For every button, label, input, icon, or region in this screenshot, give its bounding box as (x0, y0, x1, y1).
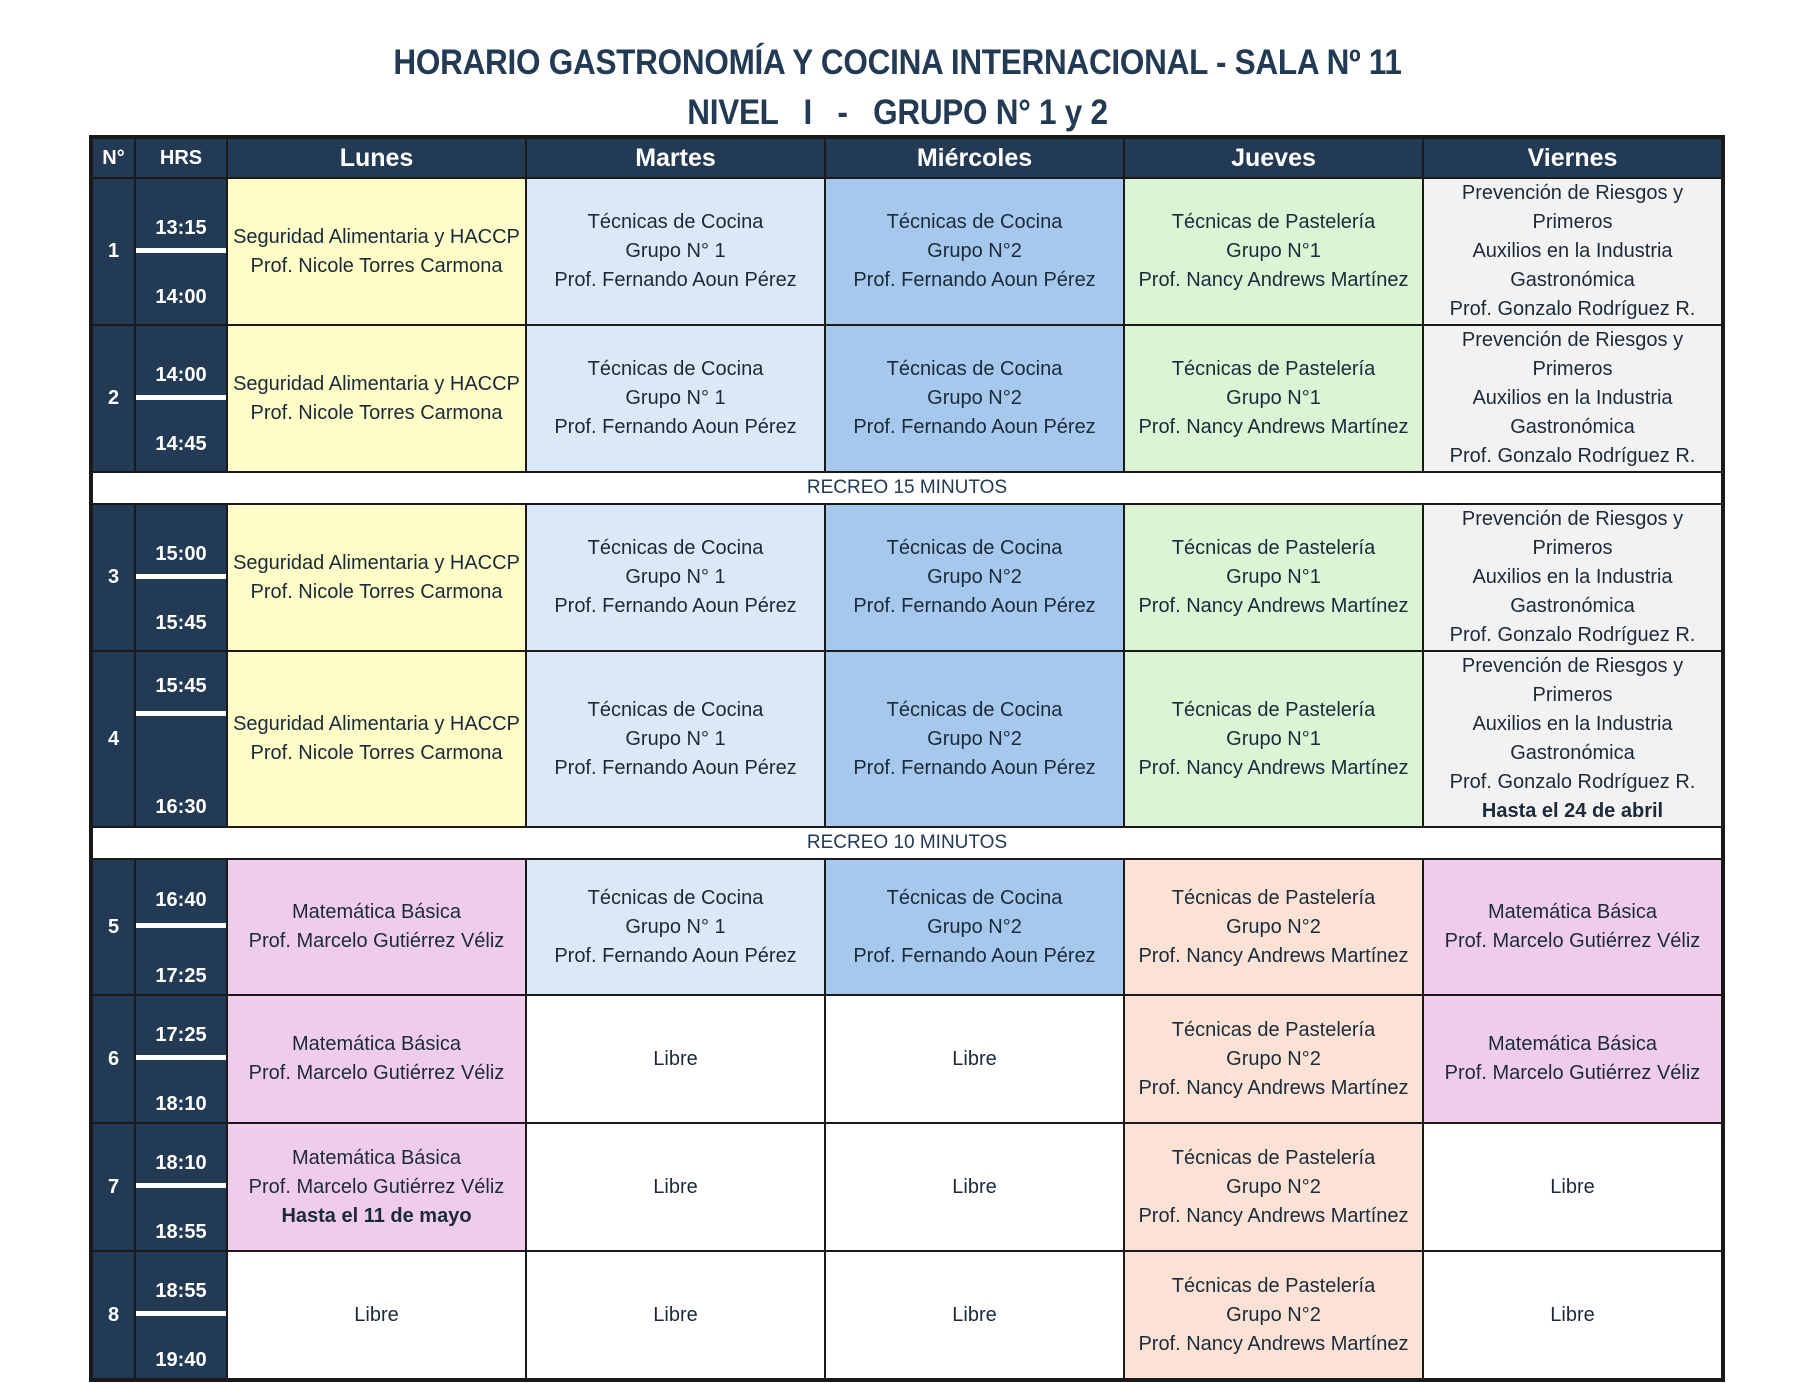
header-day-viernes: Viernes (1423, 137, 1723, 178)
class-cell-martes (526, 995, 825, 1123)
header-hrs: HRS (135, 137, 227, 178)
schedule-row (91, 504, 1723, 651)
schedule-row (91, 1123, 1723, 1251)
class-cell-line: Grupo N°2 (927, 240, 1022, 262)
class-cell-line: Prof. Fernando Aoun Pérez (554, 944, 797, 967)
period-hours (135, 504, 227, 651)
period-end-time: 16:30 (155, 796, 207, 818)
class-cell-line: Técnicas de Pastelería (1171, 358, 1376, 380)
class-cell-line: Prof. Fernando Aoun Pérez (853, 416, 1096, 438)
class-cell-line: Técnicas de Cocina (587, 886, 764, 909)
period-start-time: 14:00 (155, 363, 207, 386)
class-cell-line: Prof. Fernando Aoun Pérez (554, 416, 797, 438)
class-cell-line: Prof. Marcelo Gutiérrez Véliz (1444, 930, 1701, 952)
period-start-time: 15:45 (155, 675, 207, 697)
class-cell-line: Técnicas de Cocina (587, 698, 764, 721)
period-start-time: 16:40 (155, 889, 207, 911)
class-cell-line: Prof. Marcelo Gutiérrez Véliz (248, 1062, 505, 1084)
class-cell-line: Técnicas de Pastelería (1171, 1018, 1376, 1041)
class-cell-line: Técnicas de Pastelería (1171, 537, 1376, 559)
class-cell-line: Grupo N° 1 (625, 915, 726, 938)
header-day-martes: Martes (526, 137, 825, 178)
schedule-row (91, 1251, 1723, 1380)
class-cell-viernes (1423, 1123, 1723, 1251)
class-cell-line: Técnicas de Pastelería (1171, 211, 1376, 233)
class-cell-line: Prof. Nicole Torres Carmona (250, 401, 503, 424)
class-cell-jueves (1124, 178, 1423, 325)
title-line-1: HORARIO GASTRONOMÍA Y COCINA INTERNACIONAL - SALA Nº 11 (393, 43, 1402, 82)
class-cell-miercoles (825, 995, 1124, 1123)
class-cell-line: Libre (952, 1175, 997, 1198)
schedule-row (91, 859, 1723, 995)
break-label: RECREO 10 MINUTOS (91, 827, 1723, 859)
class-cell-line: Grupo N°2 (1226, 915, 1321, 938)
class-cell-line: Prof. Fernando Aoun Pérez (853, 756, 1096, 779)
period-number: 4 (91, 651, 135, 827)
class-cell-miercoles (825, 1123, 1124, 1251)
class-cell-line: Gastronómica (1510, 416, 1635, 438)
page-title (90, 38, 1706, 138)
class-cell-line: Prof. Marcelo Gutiérrez Véliz (1444, 1062, 1701, 1084)
class-cell-line: Grupo N° 1 (625, 566, 726, 588)
class-cell-line: Prevención de Riesgos y Primeros (1461, 508, 1684, 559)
class-cell-line: Seguridad Alimentaria y HACCP (233, 551, 520, 574)
class-cell-line: Prevención de Riesgos y Primeros (1461, 329, 1684, 380)
period-start-time: 15:00 (155, 542, 207, 565)
class-cell-line: Auxilios en la Industria (1472, 713, 1673, 735)
class-cell-line: Prof. Marcelo Gutiérrez Véliz (248, 930, 505, 952)
hours-divider (136, 1183, 226, 1188)
hours-divider (136, 395, 226, 400)
class-cell-jueves (1124, 1251, 1423, 1380)
period-hours (135, 178, 227, 325)
class-cell-line: Grupo N°2 (1226, 1303, 1321, 1326)
class-cell-martes (526, 1123, 825, 1251)
class-cell-line: Matemática Básica (292, 1033, 461, 1055)
class-cell-line: Técnicas de Cocina (587, 358, 764, 380)
schedule-row (91, 325, 1723, 472)
class-cell-line: Prof. Gonzalo Rodríguez R. (1449, 624, 1696, 646)
class-cell-line: Técnicas de Cocina (886, 211, 1063, 233)
class-cell-line: Seguridad Alimentaria y HACCP (233, 372, 520, 395)
class-cell-line: Hasta el 24 de abril (1481, 800, 1664, 822)
class-cell-line: Prof. Gonzalo Rodríguez R. (1449, 445, 1696, 467)
class-cell-line: Prevención de Riesgos y Primeros (1461, 655, 1684, 706)
class-cell-viernes (1423, 325, 1723, 472)
class-cell-line: Técnicas de Pastelería (1171, 698, 1376, 721)
class-cell-line: Matemática Básica (292, 901, 461, 923)
class-cell-viernes (1423, 995, 1723, 1123)
class-cell-martes (526, 325, 825, 472)
class-cell-line: Libre (653, 1047, 698, 1070)
class-cell-line: Prof. Nicole Torres Carmona (250, 254, 503, 277)
class-cell-line: Técnicas de Cocina (587, 211, 764, 233)
class-cell-lunes (227, 859, 526, 995)
period-start-time: 18:10 (155, 1152, 207, 1174)
class-cell-line: Prof. Nancy Andrews Martínez (1138, 1332, 1409, 1355)
break-row (91, 472, 1723, 504)
class-cell-viernes (1423, 1251, 1723, 1380)
period-number: 5 (91, 859, 135, 995)
class-cell-martes (526, 504, 825, 651)
schedule-row (91, 651, 1723, 827)
break-row (91, 827, 1723, 859)
class-cell-lunes (227, 325, 526, 472)
class-cell-lunes (227, 651, 526, 827)
class-cell-line: Grupo N° 1 (625, 240, 726, 262)
class-cell-line: Grupo N°2 (1226, 1175, 1321, 1198)
class-cell-line: Grupo N°2 (927, 915, 1022, 938)
class-cell-line: Prof. Nancy Andrews Martínez (1138, 269, 1409, 291)
class-cell-martes (526, 651, 825, 827)
period-end-time: 18:10 (155, 1093, 207, 1115)
period-hours (135, 859, 227, 995)
class-cell-line: Prof. Nicole Torres Carmona (250, 742, 503, 764)
period-hours (135, 325, 227, 472)
class-cell-line: Libre (1550, 1303, 1595, 1326)
period-end-time: 18:55 (155, 1221, 207, 1243)
class-cell-line: Prof. Fernando Aoun Pérez (853, 944, 1096, 967)
class-cell-line: Libre (952, 1303, 997, 1326)
class-cell-line: Hasta el 11 de mayo (281, 1204, 472, 1227)
period-number: 8 (91, 1251, 135, 1380)
class-cell-line: Libre (952, 1047, 997, 1070)
class-cell-line: Técnicas de Pastelería (1171, 886, 1376, 909)
period-hours (135, 1251, 227, 1380)
class-cell-line: Grupo N°2 (927, 566, 1022, 588)
class-cell-lunes (227, 1123, 526, 1251)
break-label: RECREO 15 MINUTOS (91, 472, 1723, 504)
class-cell-line: Libre (1550, 1175, 1595, 1198)
schedule-row (91, 178, 1723, 325)
class-cell-line: Prof. Gonzalo Rodríguez R. (1449, 771, 1696, 793)
period-number: 3 (91, 504, 135, 651)
period-hours (135, 995, 227, 1123)
period-number: 6 (91, 995, 135, 1123)
hours-divider (136, 574, 226, 579)
class-cell-line: Matemática Básica (1488, 901, 1657, 923)
class-cell-line: Grupo N°1 (1226, 566, 1321, 588)
class-cell-martes (526, 1251, 825, 1380)
class-cell-jueves (1124, 325, 1423, 472)
class-cell-line: Prof. Nancy Andrews Martínez (1138, 944, 1409, 967)
class-cell-line: Prof. Nancy Andrews Martínez (1138, 416, 1409, 438)
class-cell-line: Libre (653, 1175, 698, 1198)
class-cell-lunes (227, 178, 526, 325)
class-cell-viernes (1423, 651, 1723, 827)
class-cell-miercoles (825, 1251, 1124, 1380)
class-cell-line: Técnicas de Pastelería (1171, 1146, 1376, 1169)
class-cell-jueves (1124, 859, 1423, 995)
class-cell-line: Seguridad Alimentaria y HACCP (233, 225, 520, 248)
period-number: 2 (91, 325, 135, 472)
period-number: 1 (91, 178, 135, 325)
hours-divider (136, 1311, 226, 1316)
class-cell-miercoles (825, 325, 1124, 472)
class-cell-line: Prof. Fernando Aoun Pérez (554, 756, 797, 779)
period-end-time: 19:40 (155, 1349, 207, 1371)
class-cell-line: Grupo N° 1 (625, 387, 726, 409)
class-cell-miercoles (825, 651, 1124, 827)
header-row (91, 137, 1723, 178)
class-cell-line: Libre (653, 1303, 698, 1326)
class-cell-jueves (1124, 995, 1423, 1123)
class-cell-line: Gastronómica (1510, 595, 1635, 617)
class-cell-line: Técnicas de Pastelería (1171, 1274, 1376, 1297)
class-cell-line: Grupo N°1 (1226, 727, 1321, 750)
class-cell-line: Grupo N°2 (927, 387, 1022, 409)
class-cell-viernes (1423, 504, 1723, 651)
schedule-table (89, 135, 1725, 1382)
period-start-time: 13:15 (155, 216, 207, 239)
header-day-jueves: Jueves (1124, 137, 1423, 178)
class-cell-martes (526, 859, 825, 995)
class-cell-lunes (227, 995, 526, 1123)
class-cell-line: Matemática Básica (1488, 1033, 1657, 1055)
period-end-time: 17:25 (155, 965, 207, 987)
period-end-time: 15:45 (155, 611, 207, 634)
schedule-row (91, 995, 1723, 1123)
hours-divider (136, 923, 226, 928)
class-cell-miercoles (825, 504, 1124, 651)
header-day-miercoles: Miércoles (825, 137, 1124, 178)
class-cell-line: Prof. Nancy Andrews Martínez (1138, 1204, 1409, 1227)
class-cell-line: Grupo N°2 (927, 727, 1022, 750)
class-cell-line: Prof. Gonzalo Rodríguez R. (1449, 298, 1696, 320)
period-hours (135, 651, 227, 827)
period-number: 7 (91, 1123, 135, 1251)
class-cell-line: Grupo N°1 (1226, 387, 1321, 409)
title-line-2: NIVEL I - GRUPO N° 1 y 2 (687, 93, 1108, 132)
period-end-time: 14:45 (155, 432, 207, 455)
hours-divider (136, 1055, 226, 1060)
class-cell-line: Prof. Fernando Aoun Pérez (554, 595, 797, 617)
class-cell-line: Auxilios en la Industria (1472, 387, 1673, 409)
class-cell-line: Seguridad Alimentaria y HACCP (233, 713, 520, 735)
class-cell-line: Grupo N° 1 (625, 727, 726, 750)
class-cell-line: Gastronómica (1510, 269, 1635, 291)
header-day-lunes: Lunes (227, 137, 526, 178)
period-end-time: 14:00 (155, 285, 207, 308)
class-cell-viernes (1423, 178, 1723, 325)
class-cell-line: Técnicas de Cocina (587, 537, 764, 559)
class-cell-line: Prof. Nancy Andrews Martínez (1138, 595, 1409, 617)
class-cell-viernes (1423, 859, 1723, 995)
class-cell-line: Técnicas de Cocina (886, 358, 1063, 380)
class-cell-jueves (1124, 1123, 1423, 1251)
period-start-time: 17:25 (155, 1024, 207, 1046)
class-cell-line: Prof. Nicole Torres Carmona (250, 580, 503, 603)
class-cell-line: Grupo N°1 (1226, 240, 1321, 262)
hours-divider (136, 248, 226, 253)
class-cell-miercoles (825, 859, 1124, 995)
class-cell-line: Prof. Nancy Andrews Martínez (1138, 1076, 1409, 1099)
hours-divider (136, 711, 226, 716)
class-cell-jueves (1124, 504, 1423, 651)
class-cell-line: Prof. Fernando Aoun Pérez (853, 269, 1096, 291)
class-cell-line: Gastronómica (1510, 742, 1635, 764)
period-hours (135, 1123, 227, 1251)
class-cell-line: Prof. Nancy Andrews Martínez (1138, 756, 1409, 779)
class-cell-line: Auxilios en la Industria (1472, 240, 1673, 262)
class-cell-line: Prof. Fernando Aoun Pérez (853, 595, 1096, 617)
class-cell-miercoles (825, 178, 1124, 325)
class-cell-line: Técnicas de Cocina (886, 537, 1063, 559)
class-cell-line: Libre (354, 1303, 399, 1326)
class-cell-martes (526, 178, 825, 325)
header-num: N° (91, 137, 135, 178)
class-cell-line: Prevención de Riesgos y Primeros (1461, 182, 1684, 233)
schedule-body (91, 178, 1723, 1380)
class-cell-line: Técnicas de Cocina (886, 698, 1063, 721)
class-cell-line: Técnicas de Cocina (886, 886, 1063, 909)
class-cell-line: Auxilios en la Industria (1472, 566, 1673, 588)
class-cell-line: Prof. Marcelo Gutiérrez Véliz (248, 1175, 505, 1198)
class-cell-lunes (227, 504, 526, 651)
class-cell-jueves (1124, 651, 1423, 827)
class-cell-line: Grupo N°2 (1226, 1047, 1321, 1070)
period-start-time: 18:55 (155, 1280, 207, 1302)
class-cell-line: Prof. Fernando Aoun Pérez (554, 269, 797, 291)
class-cell-lunes (227, 1251, 526, 1380)
class-cell-line: Matemática Básica (292, 1146, 461, 1169)
